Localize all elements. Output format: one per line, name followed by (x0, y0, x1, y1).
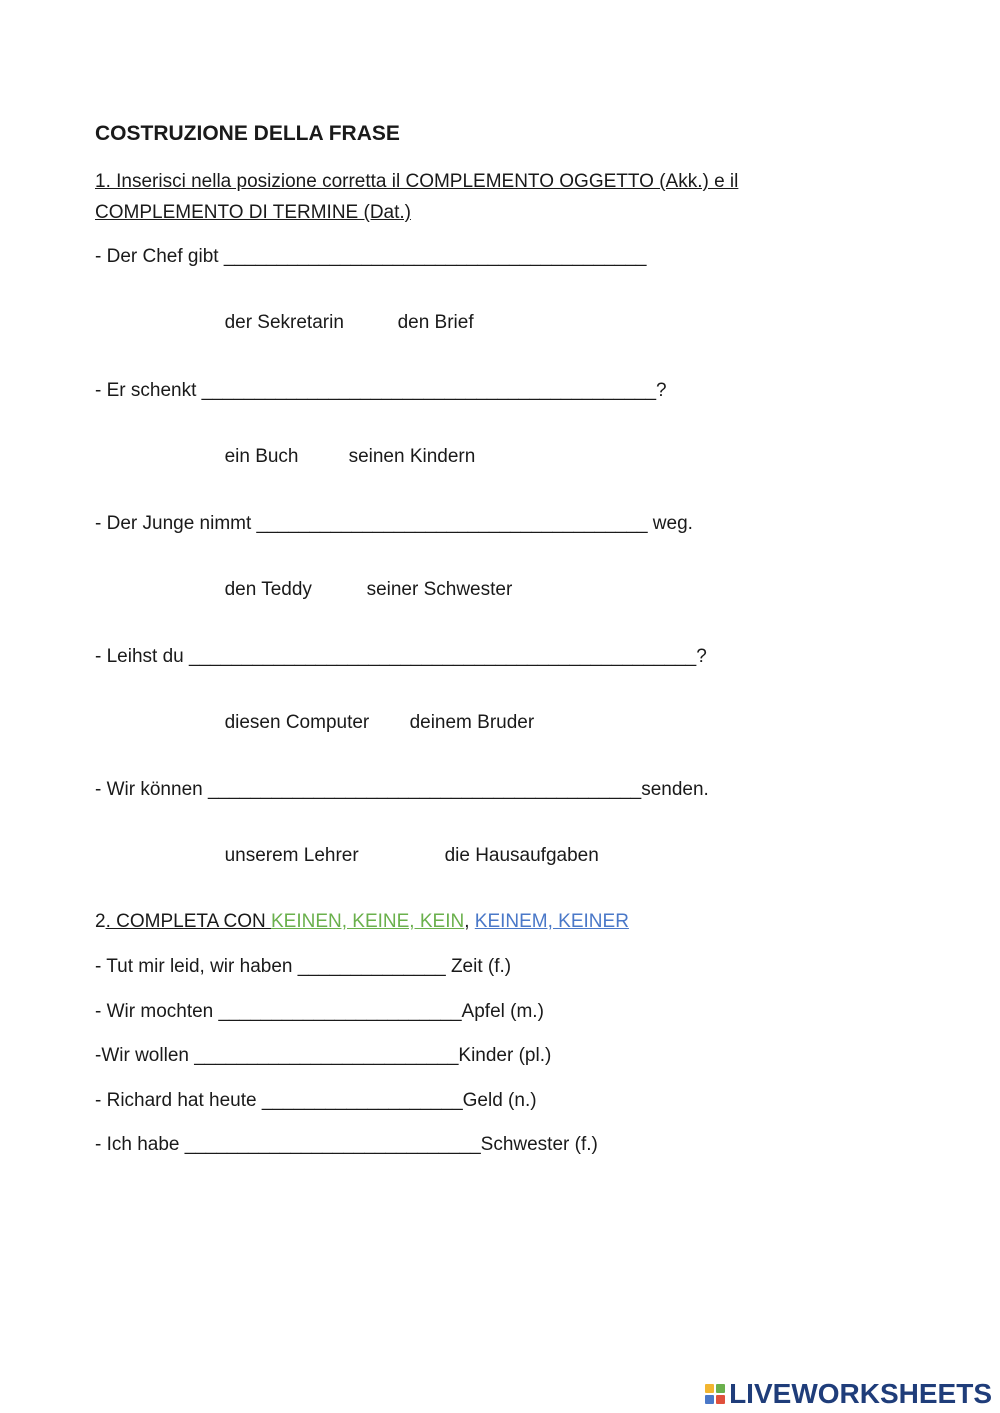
logo-text: LIVEWORKSHEETS (729, 1378, 992, 1409)
exercise1-sentence-3: - Der Junge nimmt _____________________________________ weg. (95, 513, 693, 534)
option-word: seiner Schwester (366, 579, 513, 600)
exercise2-sentence-2: - Wir mochten _______________________Apfel (m.) (95, 1001, 544, 1022)
exercise1-instruction-line2: COMPLEMENTO DI TERMINE (Dat.) (95, 202, 411, 223)
exercise2-blue-words: KEINEM, KEINER (474, 911, 629, 932)
exercise2-sentence-1: - Tut mir leid, wir haben ______________ Zeit (f.) (95, 956, 512, 977)
option-word: diesen Computer (224, 712, 370, 733)
exercise1-options-1 (214, 290, 474, 334)
option-word: unserem Lehrer (224, 845, 359, 866)
exercise1-options-3 (214, 557, 512, 601)
option-word: den Teddy (224, 579, 312, 600)
option-word: die Hausaufgaben (444, 845, 599, 866)
exercise1-sentence-2: - Er schenkt ___________________________________________? (95, 380, 667, 401)
exercise2-heading (95, 911, 629, 933)
option-word: der Sekretarin (224, 312, 344, 333)
option-word: deinem Bruder (409, 712, 535, 733)
exercise1-options-2 (214, 424, 475, 468)
exercise1-instruction-line1: 1. Inserisci nella posizione corretta il COMPLEMENTO OGGETTO (Akk.) e il (95, 171, 739, 192)
option-word: den Brief (397, 312, 474, 333)
page-title: COSTRUZIONE DELLA FRASE (95, 122, 400, 145)
exercise2-number: 2 (95, 911, 106, 932)
exercise1-options-4 (214, 690, 534, 734)
exercise2-green-words: KEINEN, KEINE, KEIN (270, 911, 465, 932)
exercise2-label: . COMPLETA CON (105, 911, 271, 932)
exercise1-sentence-4: - Leihst du ________________________________________________? (95, 646, 707, 667)
exercise1-options-5 (214, 823, 599, 867)
exercise2-sentence-3: -Wir wollen _________________________Kinder (pl.) (95, 1045, 552, 1066)
exercise1-sentence-5: - Wir können _________________________________________senden. (95, 779, 709, 800)
exercise2-comma: , (464, 911, 470, 932)
exercise1-sentence-1: - Der Chef gibt ________________________________________ (95, 246, 647, 267)
logo-grid-icon (705, 1384, 725, 1404)
exercise2-sentence-5: - Ich habe ____________________________Schwester (f.) (95, 1134, 598, 1155)
exercise2-sentence-4: - Richard hat heute ___________________Geld (n.) (95, 1090, 537, 1111)
liveworksheets-logo (705, 1378, 992, 1410)
option-word: seinen Kindern (348, 446, 476, 467)
option-word: ein Buch (224, 446, 299, 467)
